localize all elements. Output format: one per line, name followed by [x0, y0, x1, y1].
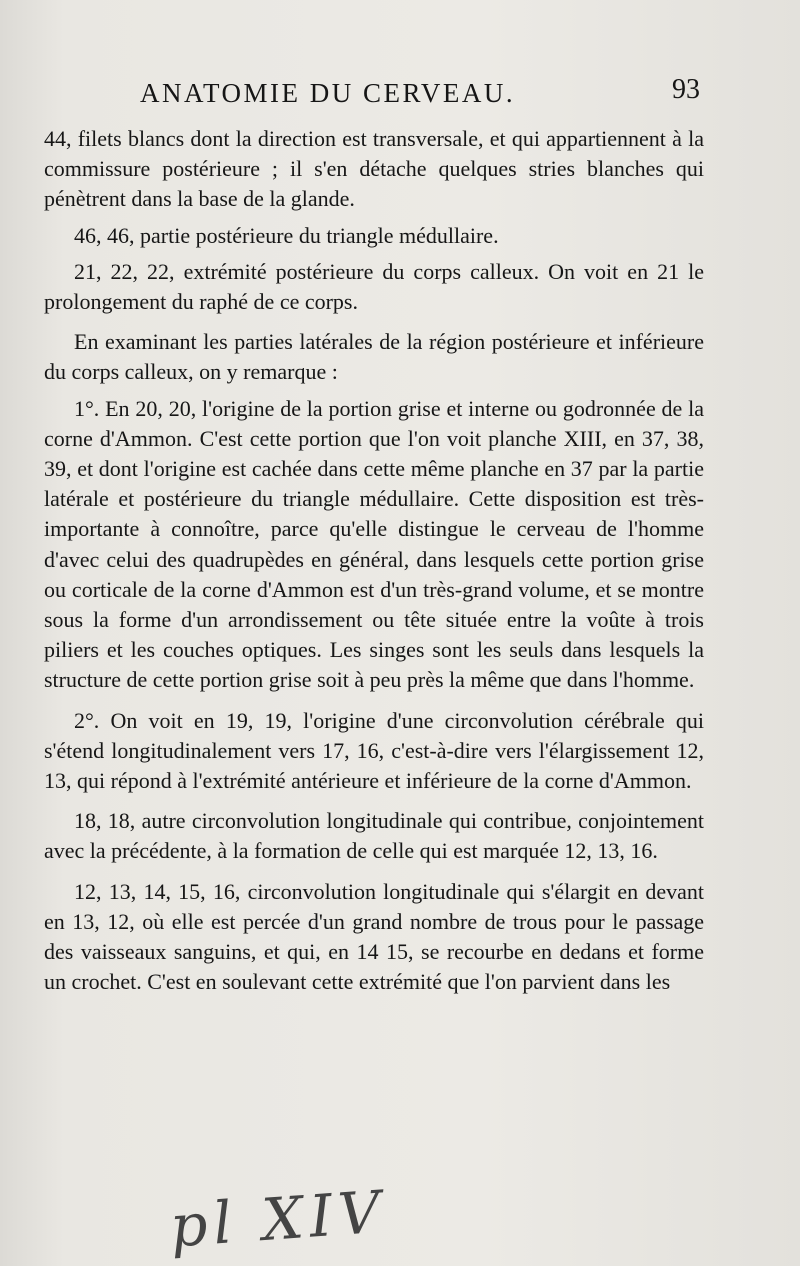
page-header	[140, 74, 700, 120]
paragraph: 44, filets blancs dont la direction est transversale, et qui appartiennent à la commissure postérieure ; il s'en détache quelques stries blanches qui pénètrent dans la base de la glande.	[44, 126, 704, 212]
paragraph: 1°. En 20, 20, l'origine de la portion grise et interne ou godronnée de la corne d'Ammon. C'est cette portion que l'on voit planche XIII, en 37, 38, 39, et dont l'origine est cachée dans cette même planche en 37 par la partie latérale et postérieure du triangle médullaire. Cette disposition est très-importante à connoître, parce qu'elle distingue le cerveau de l'homme d'avec celui des quadrupèdes en général, dans lesquels cette portion grise ou corticale de la corne d'Ammon est d'un très-grand volume, et se montre sous la forme d'un arrondissement ou tête située entre la voûte à trois piliers et les couches optiques. Les singes sont les seuls dans lesquels la structure de cette portion grise soit à peu près la même que dans l'homme.	[44, 395, 704, 693]
paragraph: En examinant les parties latérales de la région postérieure et inférieure du corps calleux, on y remarque :	[44, 329, 704, 385]
paragraph: 18, 18, autre circonvolution longitudinale qui contribue, conjointement avec la précédente, à la formation de celle qui est marquée 12, 13, 16.	[44, 808, 704, 864]
paragraph: 12, 13, 14, 15, 16, circonvolution longitudinale qui s'élargit en devant en 13, 12, où elle est percée d'un grand nombre de trous pour le passage des vaisseaux sanguins, et qui, en 14 15, se recourbe en dedans et forme un crochet. C'est en soulevant cette extrémité que l'on parvient dans les	[44, 878, 704, 995]
paragraph: 21, 22, 22, extrémité postérieure du corps calleux. On voit en 21 le prolongement du raphé de ce corps.	[44, 258, 704, 315]
running-title: ANATOMIE DU CERVEAU.	[140, 78, 516, 108]
page-number: 93	[672, 74, 700, 105]
paragraph: 46, 46, partie postérieure du triangle médullaire.	[74, 222, 499, 248]
handwritten-note: pl XIV	[167, 1177, 389, 1261]
paragraph: 2°. On voit en 19, 19, l'origine d'une circonvolution cérébrale qui s'étend longitudinalement vers 17, 16, c'est-à-dire vers l'élargissement 12, 13, qui répond à l'extrémité antérieure et inférieure de la corne d'Ammon.	[44, 707, 704, 794]
body-text	[44, 124, 704, 1003]
